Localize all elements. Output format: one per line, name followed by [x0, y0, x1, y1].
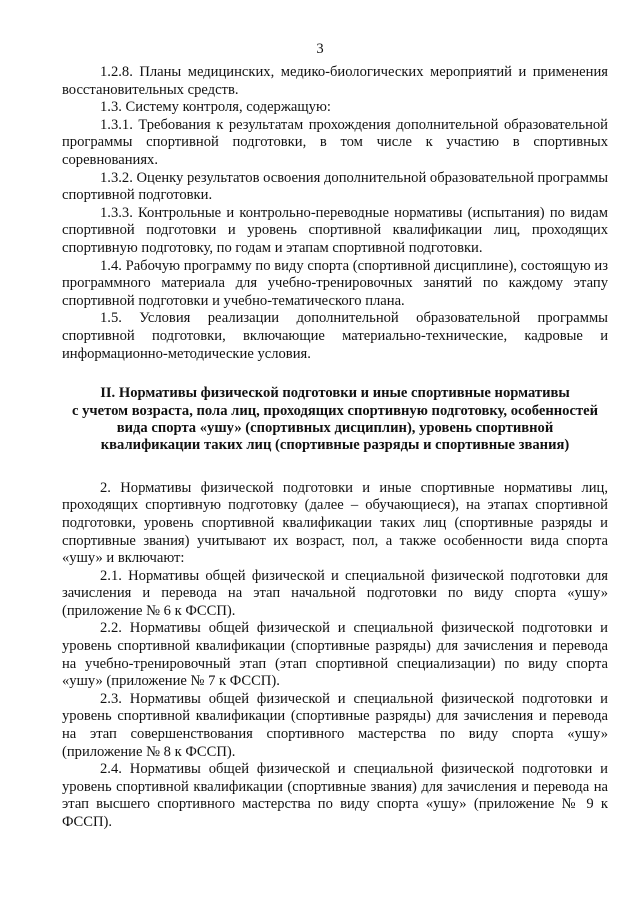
- paragraph-2-2: 2.2. Нормативы общей физической и специальной физической подготовки и уровень спортивной квалификации (спортивные разряды) для зачисления и перевода на учебно-тренировочный этап (этап спортивной специализации) по виду спорта «ушу» (приложение № 7 к ФССП).: [62, 620, 608, 690]
- paragraph-1-3: 1.3. Систему контроля, содержащую:: [100, 99, 331, 116]
- paragraph-1-4: 1.4. Рабочую программу по виду спорта (спортивной дисциплине), состоящую из программного материала для учебно-тренировочных занятий по каждому этапу спортивной подготовки и учебно-тематического плана.: [62, 257, 608, 309]
- paragraph-1-3-2: 1.3.2. Оценку результатов освоения дополнительной образовательной программы спортивной подготовки.: [62, 169, 608, 204]
- paragraph-1-5: 1.5. Условия реализации дополнительной образовательной программы спортивной подготовки, включающие материально-технические, кадровые и информационно-методические условия.: [62, 310, 608, 362]
- section-heading: [62, 385, 608, 455]
- paragraph-1-3-1: 1.3.1. Требования к результатам прохождения дополнительной образовательной программы спортивной подготовки, в том числе к участию в спортивных соревнованиях.: [62, 116, 608, 168]
- heading-line-4: квалификации таких лиц (спортивные разряды и спортивные звания): [100, 437, 570, 454]
- heading-line-3: вида спорта «ушу» (спортивных дисциплин), уровень спортивной: [116, 419, 554, 436]
- document-body: [62, 64, 608, 832]
- paragraph-2-3: 2.3. Нормативы общей физической и специальной физической подготовки и уровень спортивной квалификации (спортивные разряды) для зачисления и перевода на этап совершенствования спортивного мастерства по виду спорта «ушу» (приложение № 8 к ФССП).: [62, 690, 608, 760]
- paragraph-2-1: 2.1. Нормативы общей физической и специальной физической подготовки для зачисления и перевода на этап начальной подготовки по виду спорта «ушу» (приложение № 6 к ФССП).: [62, 567, 608, 619]
- paragraph-1-2-8: 1.2.8. Планы медицинских, медико-биологических мероприятий и применения восстановительных средств.: [62, 64, 608, 98]
- heading-line-2: с учетом возраста, пола лиц, проходящих спортивную подготовку, особенностей: [72, 402, 598, 419]
- heading-line-1: II. Нормативы физической подготовки и иные спортивные нормативы: [100, 385, 570, 402]
- paragraph-1-3-3: 1.3.3. Контрольные и контрольно-переводные нормативы (испытания) по видам спортивной подготовки и уровень спортивной квалификации лиц, проходящих спортивную подготовку, по годам и этапам спортивной подготовки.: [62, 204, 608, 256]
- paragraph-2: 2. Нормативы физической подготовки и иные спортивные нормативы лиц, проходящих спортивную подготовку (далее – обучающиеся), на этапах спортивной подготовки, уровень спортивной квалификации таких лиц (спортивные разряды и спортивные звания) учитывают их возраст, пол, а также особенности вида спорта «ушу» и включают:: [62, 479, 608, 567]
- page-number: 3: [316, 41, 324, 57]
- paragraph-2-4: 2.4. Нормативы общей физической и специальной физической подготовки и уровень спортивной квалификации (спортивные звания) для зачисления и перевода на этап высшего спортивного мастерства по виду спорта «ушу» (приложение № 9 к ФССП).: [62, 761, 608, 830]
